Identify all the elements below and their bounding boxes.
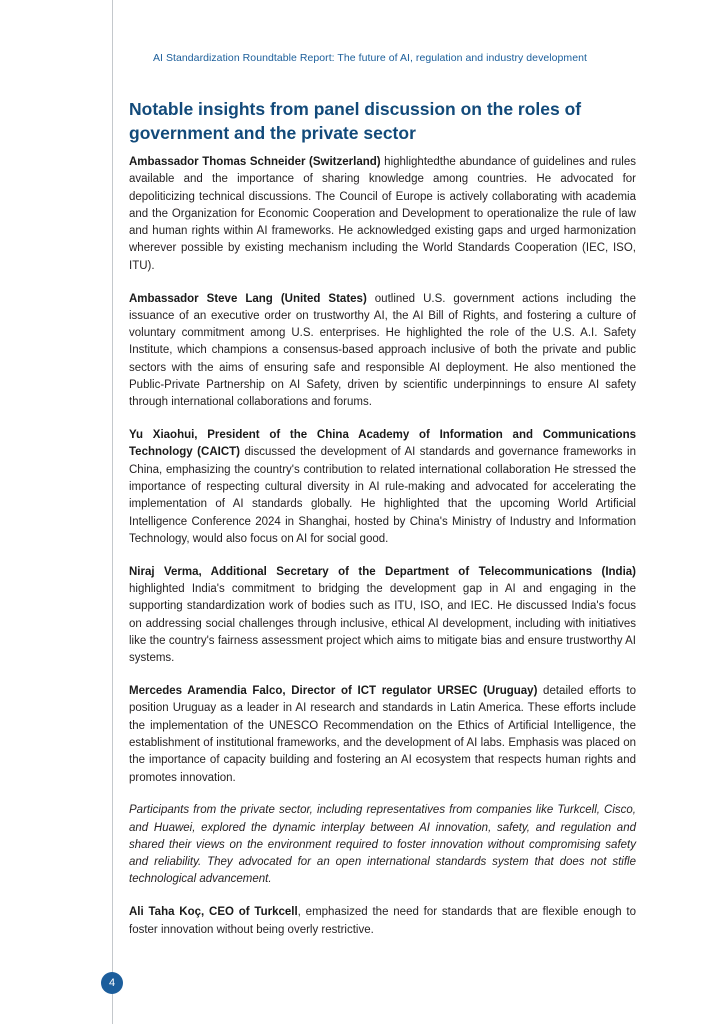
margin-rule xyxy=(112,0,113,1024)
paragraph-lang xyxy=(129,291,636,412)
paragraph-schneider xyxy=(129,154,636,275)
paragraph-text: highlighted India's commitment to bridging the development gap in AI and engaging in the supporting standardization work of bodies such as ITU, ISO, and IEC. He discussed India's focus on addressing social challenges through inclusive, ethical AI development, including with initiatives like the country's fairness assessment project which aims to mitigate bias and ensure trustworthy AI systems. xyxy=(129,583,636,665)
speaker-name: Ambassador Thomas Schneider (Switzerland) xyxy=(129,156,381,168)
speaker-name: Ali Taha Koç, CEO of Turkcell xyxy=(129,906,298,919)
speaker-name: Niraj Verma, Additional Secretary of the Department of Telecommunications (India) xyxy=(129,565,636,578)
page-number-badge: 4 xyxy=(101,972,123,994)
speaker-name: Mercedes Aramendia Falco, Director of ICT regulator URSEC (Uruguay) xyxy=(129,685,538,698)
speaker-name: Yu Xiaohui, President of the China Academy of Information and Communications Technology (CAICT) xyxy=(129,429,636,459)
paragraph-text: highlightedthe abundance of guidelines and rules available and the importance of sharing knowledge among countries. He advocated for depoliticizing technical discussions. The Council of Europe is actively collaborating with academia and the Organization for Economic Cooperation and Development to operationalize the rule of law and human rights within AI frameworks. He acknowledged existing gaps and urged harmonization wherever possible by existing mechanism including the World Standards Cooperation (IEC, ISO, ITU). xyxy=(129,156,636,272)
speaker-name: Ambassador Steve Lang (United States) xyxy=(129,292,367,305)
paragraph-koc xyxy=(129,904,636,939)
paragraph-text: outlined U.S. government actions including the issuance of an executive order on trustworthy AI, the AI Bill of Rights, and fostering a culture of voluntary commitment among U.S. enterprises. He highlighted the role of the U.S. A.I. Safety Institute, which champions a consensus-based approach inclusive of both the private and public sectors with the aims of ensuring safe and responsible AI deployment. He also mentioned the Public-Private Partnership on AI Safety, driven by scientific underpinnings to ensure AI safety through international collaborations and forums. xyxy=(129,292,636,409)
paragraph-text: detailed efforts to position Uruguay as a leader in AI research and standards in Latin America. These efforts include the implementation of the UNESCO Recommendation on the Ethics of Artificial Intelligence, the establishment of institutional frameworks, and the development of AI labs. Emphasis was placed on the importance of capacity building and fostering an AI ecosystem that respects human rights and promotes innovation. xyxy=(129,685,636,784)
paragraph-text: discussed the development of AI standards and governance frameworks in China, emphasizing the country's contribution to related international collaboration He stressed the importance of respecting cultural diversity in AI rule-making and advocated for accelerating the implementation of AI standards globally. He highlighted that the upcoming World Artificial Intelligence Conference 2024 in Shanghai, hosted by China's Ministry of Industry and Information Technology, would also focus on AI for social good. xyxy=(129,446,636,545)
paragraph-yu-xiaohui xyxy=(129,427,636,548)
paragraph-verma xyxy=(129,564,636,668)
paragraph-text: , emphasized the need for standards that are flexible enough to foster innovation without being overly restrictive. xyxy=(129,906,636,936)
running-header: AI Standardization Roundtable Report: The future of AI, regulation and industry development xyxy=(153,52,587,64)
paragraph-aramendia xyxy=(129,683,636,787)
body-text xyxy=(129,154,636,954)
private-sector-note: Participants from the private sector, including representatives from companies like Turkcell, Cisco, and Huawei, explored the dynamic interplay between AI innovation, safety, and regulation and shared their views on the environment required to foster innovation without compromising safety and reliability. They advocated for an open international standards system that does not stifle technological advancement. xyxy=(129,804,636,886)
section-title: Notable insights from panel discussion on the roles of government and the private sector xyxy=(129,99,582,143)
